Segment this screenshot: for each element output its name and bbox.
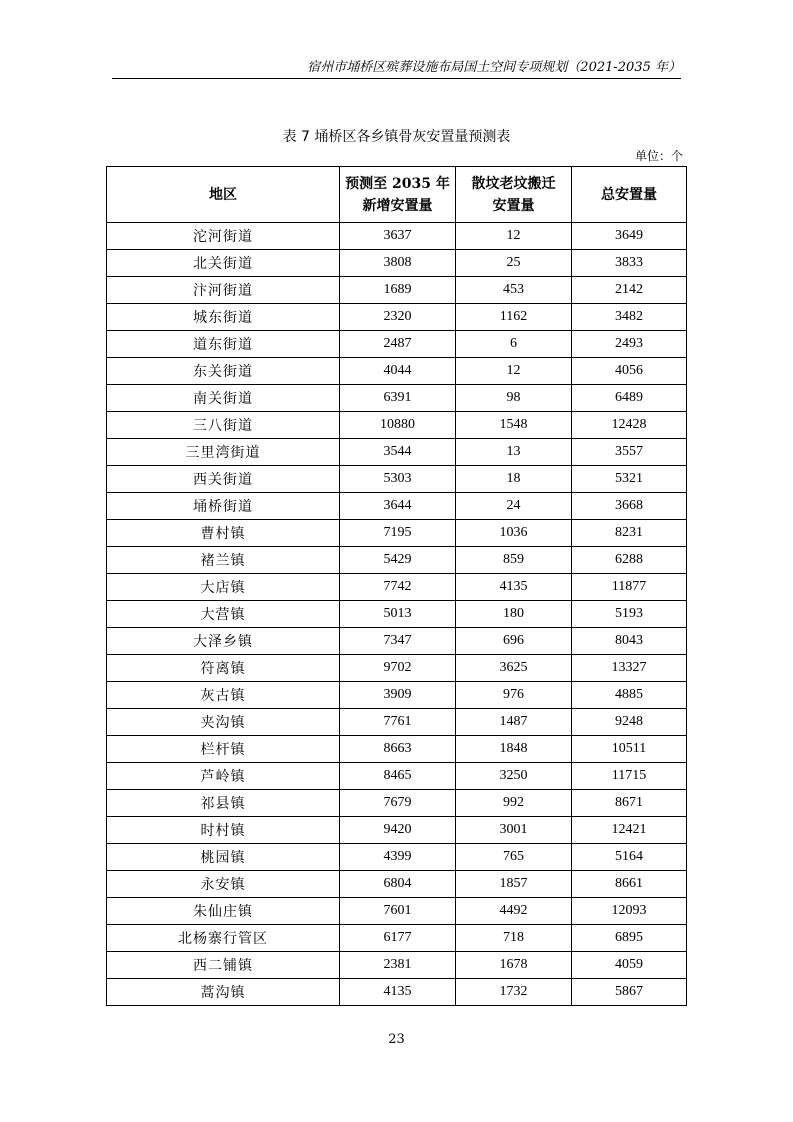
value-cell: 180 [456, 601, 572, 628]
table-row [107, 979, 687, 1006]
value-cell: 2493 [572, 331, 687, 358]
table-row [107, 790, 687, 817]
value-cell: 5321 [572, 466, 687, 493]
value-cell: 24 [456, 493, 572, 520]
table-row [107, 304, 687, 331]
region-cell: 汴河街道 [107, 277, 340, 304]
column-header-label: 散坟老坟搬迁 [471, 175, 556, 192]
column-header-label: 预测至 2035 年 [345, 175, 450, 192]
value-cell: 3557 [572, 439, 687, 466]
value-cell: 1848 [456, 736, 572, 763]
region-cell: 桃园镇 [107, 844, 340, 871]
value-cell: 18 [456, 466, 572, 493]
value-cell: 6 [456, 331, 572, 358]
table-row [107, 871, 687, 898]
region-cell: 大营镇 [107, 601, 340, 628]
value-cell: 5303 [340, 466, 456, 493]
table-row [107, 898, 687, 925]
column-header-relocation [456, 167, 572, 223]
region-cell: 北关街道 [107, 250, 340, 277]
region-cell: 芦岭镇 [107, 763, 340, 790]
region-cell: 东关街道 [107, 358, 340, 385]
value-cell: 1162 [456, 304, 572, 331]
value-cell: 10511 [572, 736, 687, 763]
value-cell: 9702 [340, 655, 456, 682]
value-cell: 2381 [340, 952, 456, 979]
region-cell: 夹沟镇 [107, 709, 340, 736]
region-cell: 道东街道 [107, 331, 340, 358]
table-row [107, 547, 687, 574]
table-row [107, 493, 687, 520]
table-row [107, 952, 687, 979]
column-header-label: 安置量 [492, 197, 535, 214]
value-cell: 3833 [572, 250, 687, 277]
value-cell: 6489 [572, 385, 687, 412]
region-cell: 灰古镇 [107, 682, 340, 709]
table-row [107, 385, 687, 412]
region-cell: 蒿沟镇 [107, 979, 340, 1006]
value-cell: 2142 [572, 277, 687, 304]
table-row [107, 358, 687, 385]
value-cell: 7347 [340, 628, 456, 655]
value-cell: 10880 [340, 412, 456, 439]
value-cell: 4056 [572, 358, 687, 385]
value-cell: 9420 [340, 817, 456, 844]
value-cell: 859 [456, 547, 572, 574]
value-cell: 1678 [456, 952, 572, 979]
value-cell: 4044 [340, 358, 456, 385]
region-cell: 曹村镇 [107, 520, 340, 547]
region-cell: 符离镇 [107, 655, 340, 682]
value-cell: 9248 [572, 709, 687, 736]
region-cell: 城东街道 [107, 304, 340, 331]
value-cell: 3668 [572, 493, 687, 520]
page-number: 23 [388, 1032, 405, 1047]
table-row [107, 223, 687, 250]
table-row [107, 250, 687, 277]
value-cell: 8231 [572, 520, 687, 547]
value-cell: 976 [456, 682, 572, 709]
region-cell: 埇桥街道 [107, 493, 340, 520]
value-cell: 1857 [456, 871, 572, 898]
value-cell: 12093 [572, 898, 687, 925]
region-cell: 祁县镇 [107, 790, 340, 817]
value-cell: 7742 [340, 574, 456, 601]
column-header-label: 新增安置量 [362, 197, 433, 214]
table-row [107, 277, 687, 304]
value-cell: 6895 [572, 925, 687, 952]
value-cell: 3649 [572, 223, 687, 250]
region-cell: 三八街道 [107, 412, 340, 439]
table-row [107, 844, 687, 871]
region-cell: 沱河街道 [107, 223, 340, 250]
value-cell: 1689 [340, 277, 456, 304]
table-row [107, 601, 687, 628]
table-row [107, 925, 687, 952]
table-row [107, 709, 687, 736]
value-cell: 12 [456, 358, 572, 385]
region-cell: 北杨寨行管区 [107, 925, 340, 952]
value-cell: 992 [456, 790, 572, 817]
value-cell: 7601 [340, 898, 456, 925]
value-cell: 6288 [572, 547, 687, 574]
value-cell: 3001 [456, 817, 572, 844]
table-row [107, 736, 687, 763]
value-cell: 12428 [572, 412, 687, 439]
value-cell: 4135 [340, 979, 456, 1006]
value-cell: 12421 [572, 817, 687, 844]
column-header-total [572, 167, 687, 223]
value-cell: 5867 [572, 979, 687, 1006]
value-cell: 1732 [456, 979, 572, 1006]
region-cell: 褚兰镇 [107, 547, 340, 574]
value-cell: 5164 [572, 844, 687, 871]
table-row [107, 466, 687, 493]
table-row [107, 412, 687, 439]
table-row [107, 520, 687, 547]
value-cell: 3250 [456, 763, 572, 790]
table-row [107, 439, 687, 466]
table-row [107, 655, 687, 682]
region-cell: 西关街道 [107, 466, 340, 493]
value-cell: 98 [456, 385, 572, 412]
table-row [107, 763, 687, 790]
unit-note: 单位：个 [634, 149, 683, 163]
value-cell: 8671 [572, 790, 687, 817]
table-row [107, 331, 687, 358]
value-cell: 3644 [340, 493, 456, 520]
value-cell: 696 [456, 628, 572, 655]
table-row [107, 628, 687, 655]
value-cell: 3909 [340, 682, 456, 709]
value-cell: 2320 [340, 304, 456, 331]
value-cell: 3544 [340, 439, 456, 466]
value-cell: 11877 [572, 574, 687, 601]
column-header-label: 总安置量 [601, 186, 657, 203]
region-cell: 三里湾街道 [107, 439, 340, 466]
region-cell: 大店镇 [107, 574, 340, 601]
value-cell: 765 [456, 844, 572, 871]
value-cell: 6177 [340, 925, 456, 952]
column-header-new-placement [340, 167, 456, 223]
running-header: 宿州市埇桥区殡葬设施布局国土空间专项规划（2021-2035 年） [307, 60, 681, 75]
region-cell: 永安镇 [107, 871, 340, 898]
region-cell: 南关街道 [107, 385, 340, 412]
header-rule [112, 78, 681, 79]
table-title: 表 7 埇桥区各乡镇骨灰安置量预测表 [282, 129, 511, 145]
value-cell: 1487 [456, 709, 572, 736]
value-cell: 8663 [340, 736, 456, 763]
value-cell: 13 [456, 439, 572, 466]
value-cell: 3625 [456, 655, 572, 682]
value-cell: 8661 [572, 871, 687, 898]
value-cell: 11715 [572, 763, 687, 790]
region-cell: 朱仙庄镇 [107, 898, 340, 925]
region-cell: 栏杆镇 [107, 736, 340, 763]
column-header-region [107, 167, 340, 223]
value-cell: 8465 [340, 763, 456, 790]
value-cell: 13327 [572, 655, 687, 682]
value-cell: 7679 [340, 790, 456, 817]
value-cell: 3808 [340, 250, 456, 277]
value-cell: 12 [456, 223, 572, 250]
value-cell: 4399 [340, 844, 456, 871]
value-cell: 6804 [340, 871, 456, 898]
value-cell: 6391 [340, 385, 456, 412]
column-header-label: 地区 [209, 186, 237, 203]
value-cell: 1036 [456, 520, 572, 547]
value-cell: 3637 [340, 223, 456, 250]
value-cell: 5013 [340, 601, 456, 628]
table-row [107, 574, 687, 601]
value-cell: 453 [456, 277, 572, 304]
table-row [107, 817, 687, 844]
value-cell: 8043 [572, 628, 687, 655]
value-cell: 4135 [456, 574, 572, 601]
table-row [107, 682, 687, 709]
table-header-row [107, 167, 687, 223]
placement-forecast-table [106, 166, 687, 1006]
value-cell: 3482 [572, 304, 687, 331]
value-cell: 4059 [572, 952, 687, 979]
value-cell: 4492 [456, 898, 572, 925]
value-cell: 25 [456, 250, 572, 277]
value-cell: 5193 [572, 601, 687, 628]
value-cell: 7761 [340, 709, 456, 736]
value-cell: 1548 [456, 412, 572, 439]
value-cell: 5429 [340, 547, 456, 574]
value-cell: 4885 [572, 682, 687, 709]
value-cell: 718 [456, 925, 572, 952]
region-cell: 西二铺镇 [107, 952, 340, 979]
value-cell: 7195 [340, 520, 456, 547]
region-cell: 大泽乡镇 [107, 628, 340, 655]
table-body [107, 223, 687, 1006]
region-cell: 时村镇 [107, 817, 340, 844]
value-cell: 2487 [340, 331, 456, 358]
